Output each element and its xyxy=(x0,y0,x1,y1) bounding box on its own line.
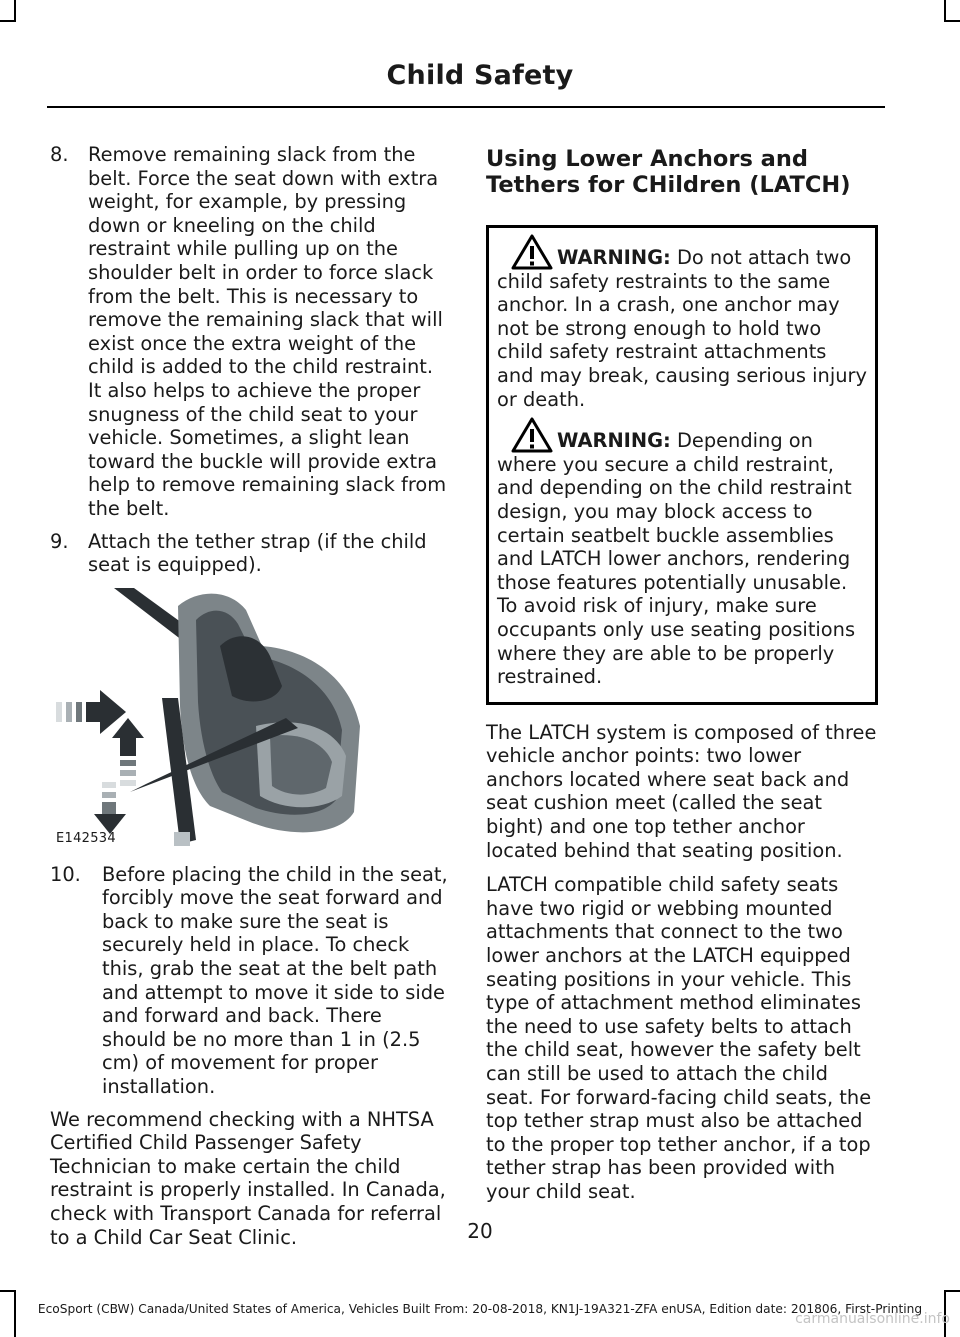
list-item-10 xyxy=(50,863,452,1099)
page-number: 20 xyxy=(467,1219,493,1243)
list-item-9 xyxy=(50,530,452,577)
right-column xyxy=(486,143,878,1215)
warning-label: WARNING: xyxy=(557,429,671,453)
child-seat-illustration xyxy=(50,586,452,851)
watermark: carmanualsonline.info xyxy=(795,1311,950,1327)
crop-mark-top-right-h xyxy=(944,20,960,22)
figure-label: E142534 xyxy=(56,831,116,847)
list-text: Remove remaining slack from the belt. Force the seat down with extra weight, for example, by pressing down or kneeling on the child restraint while pulling up on the shoulder belt in order to force slack from the belt. This is necessary to remove the remaining slack that will exist once the extra weight of the child is added to the child restraint. It also helps to achieve the proper snugness of the child seat to your vehicle. Sometimes, a slight lean toward the buckle will provide extra help to remove remaining slack from the belt. xyxy=(88,143,447,520)
crop-mark-top-left-v xyxy=(14,0,16,22)
list-text: Attach the tether strap (if the child seat is equipped). xyxy=(88,529,427,577)
section-title: Using Lower Anchors and Tethers for CHildren (LATCH) xyxy=(486,146,851,198)
warning-item xyxy=(497,429,867,689)
list-number: 8. xyxy=(50,143,69,166)
warning-triangle-icon xyxy=(511,417,553,453)
warning-label: WARNING: xyxy=(557,246,671,269)
left-column xyxy=(50,143,452,1260)
paragraph: LATCH compatible child safety seats have two rigid or webbing mounted attachments that connect to the two lower anchors at the LATCH equipped seating positions in your vehicle. This type of attachment method eliminates the need to use safety belts to attach the child seat, however the safety belt can still be used to attach the child seat. For forward-facing child seats, the top tether strap must also be attached to the proper top tether anchor, if a top tether strap has been provided with your child seat. xyxy=(486,873,872,1203)
warning-item xyxy=(497,246,867,411)
list-number: 9. xyxy=(50,529,69,553)
footer-text: EcoSport (CBW) Canada/United States of America, Vehicles Built From: 20-08-2018, KN1J-19A321-ZFA enUSA, Edition date: 201806, First-Printing xyxy=(37,1302,923,1316)
warning-triangle-icon xyxy=(511,234,553,270)
crop-mark-top-left-h xyxy=(0,20,16,22)
header-rule xyxy=(47,106,885,108)
crop-mark-bottom-left-h xyxy=(0,1290,16,1292)
child-seat-drawing xyxy=(50,586,452,851)
list-text: Before placing the child in the seat, forcibly move the seat forward and back to make sure the seat is securely held in place. To check this, grab the seat at the belt path and attempt to move it side to side and forward and back. There should be no more than 1 in (2.5 cm) of movement for proper installation. xyxy=(102,862,448,1099)
warning-text: Depending on where you secure a child restraint, and depending on the child restraint design, you may block access to certain seatbelt buckle assemblies and LATCH lower anchors, rendering those features potentially unusable. To avoid risk of injury, make sure occupants only use seating positions where they are able to be properly restrained. xyxy=(497,429,856,689)
crop-mark-bottom-right-h xyxy=(944,1290,960,1292)
page-title: Child Safety xyxy=(386,60,574,91)
warning-text: Do not attach two child safety restraints to the same anchor. In a crash, one anchor may not be strong enough to hold two child safety restraint attachments and may break, causing serious injury or death. xyxy=(497,246,867,411)
list-item-8 xyxy=(50,143,452,521)
crop-mark-top-right-v xyxy=(944,0,946,22)
paragraph: The LATCH system is composed of three vehicle anchor points: two lower anchors located where seat back and seat cushion meet (called the seat bight) and one top tether anchor located behind that seating position. xyxy=(486,720,877,862)
list-number: 10. xyxy=(50,862,81,886)
warning-box xyxy=(486,225,878,705)
paragraph: We recommend checking with a NHTSA Certified Child Passenger Safety Technician to make certain the child restraint is properly installed. In Canada, check with Transport Canada for referral to a Child Car Seat Clinic. xyxy=(50,1107,446,1249)
